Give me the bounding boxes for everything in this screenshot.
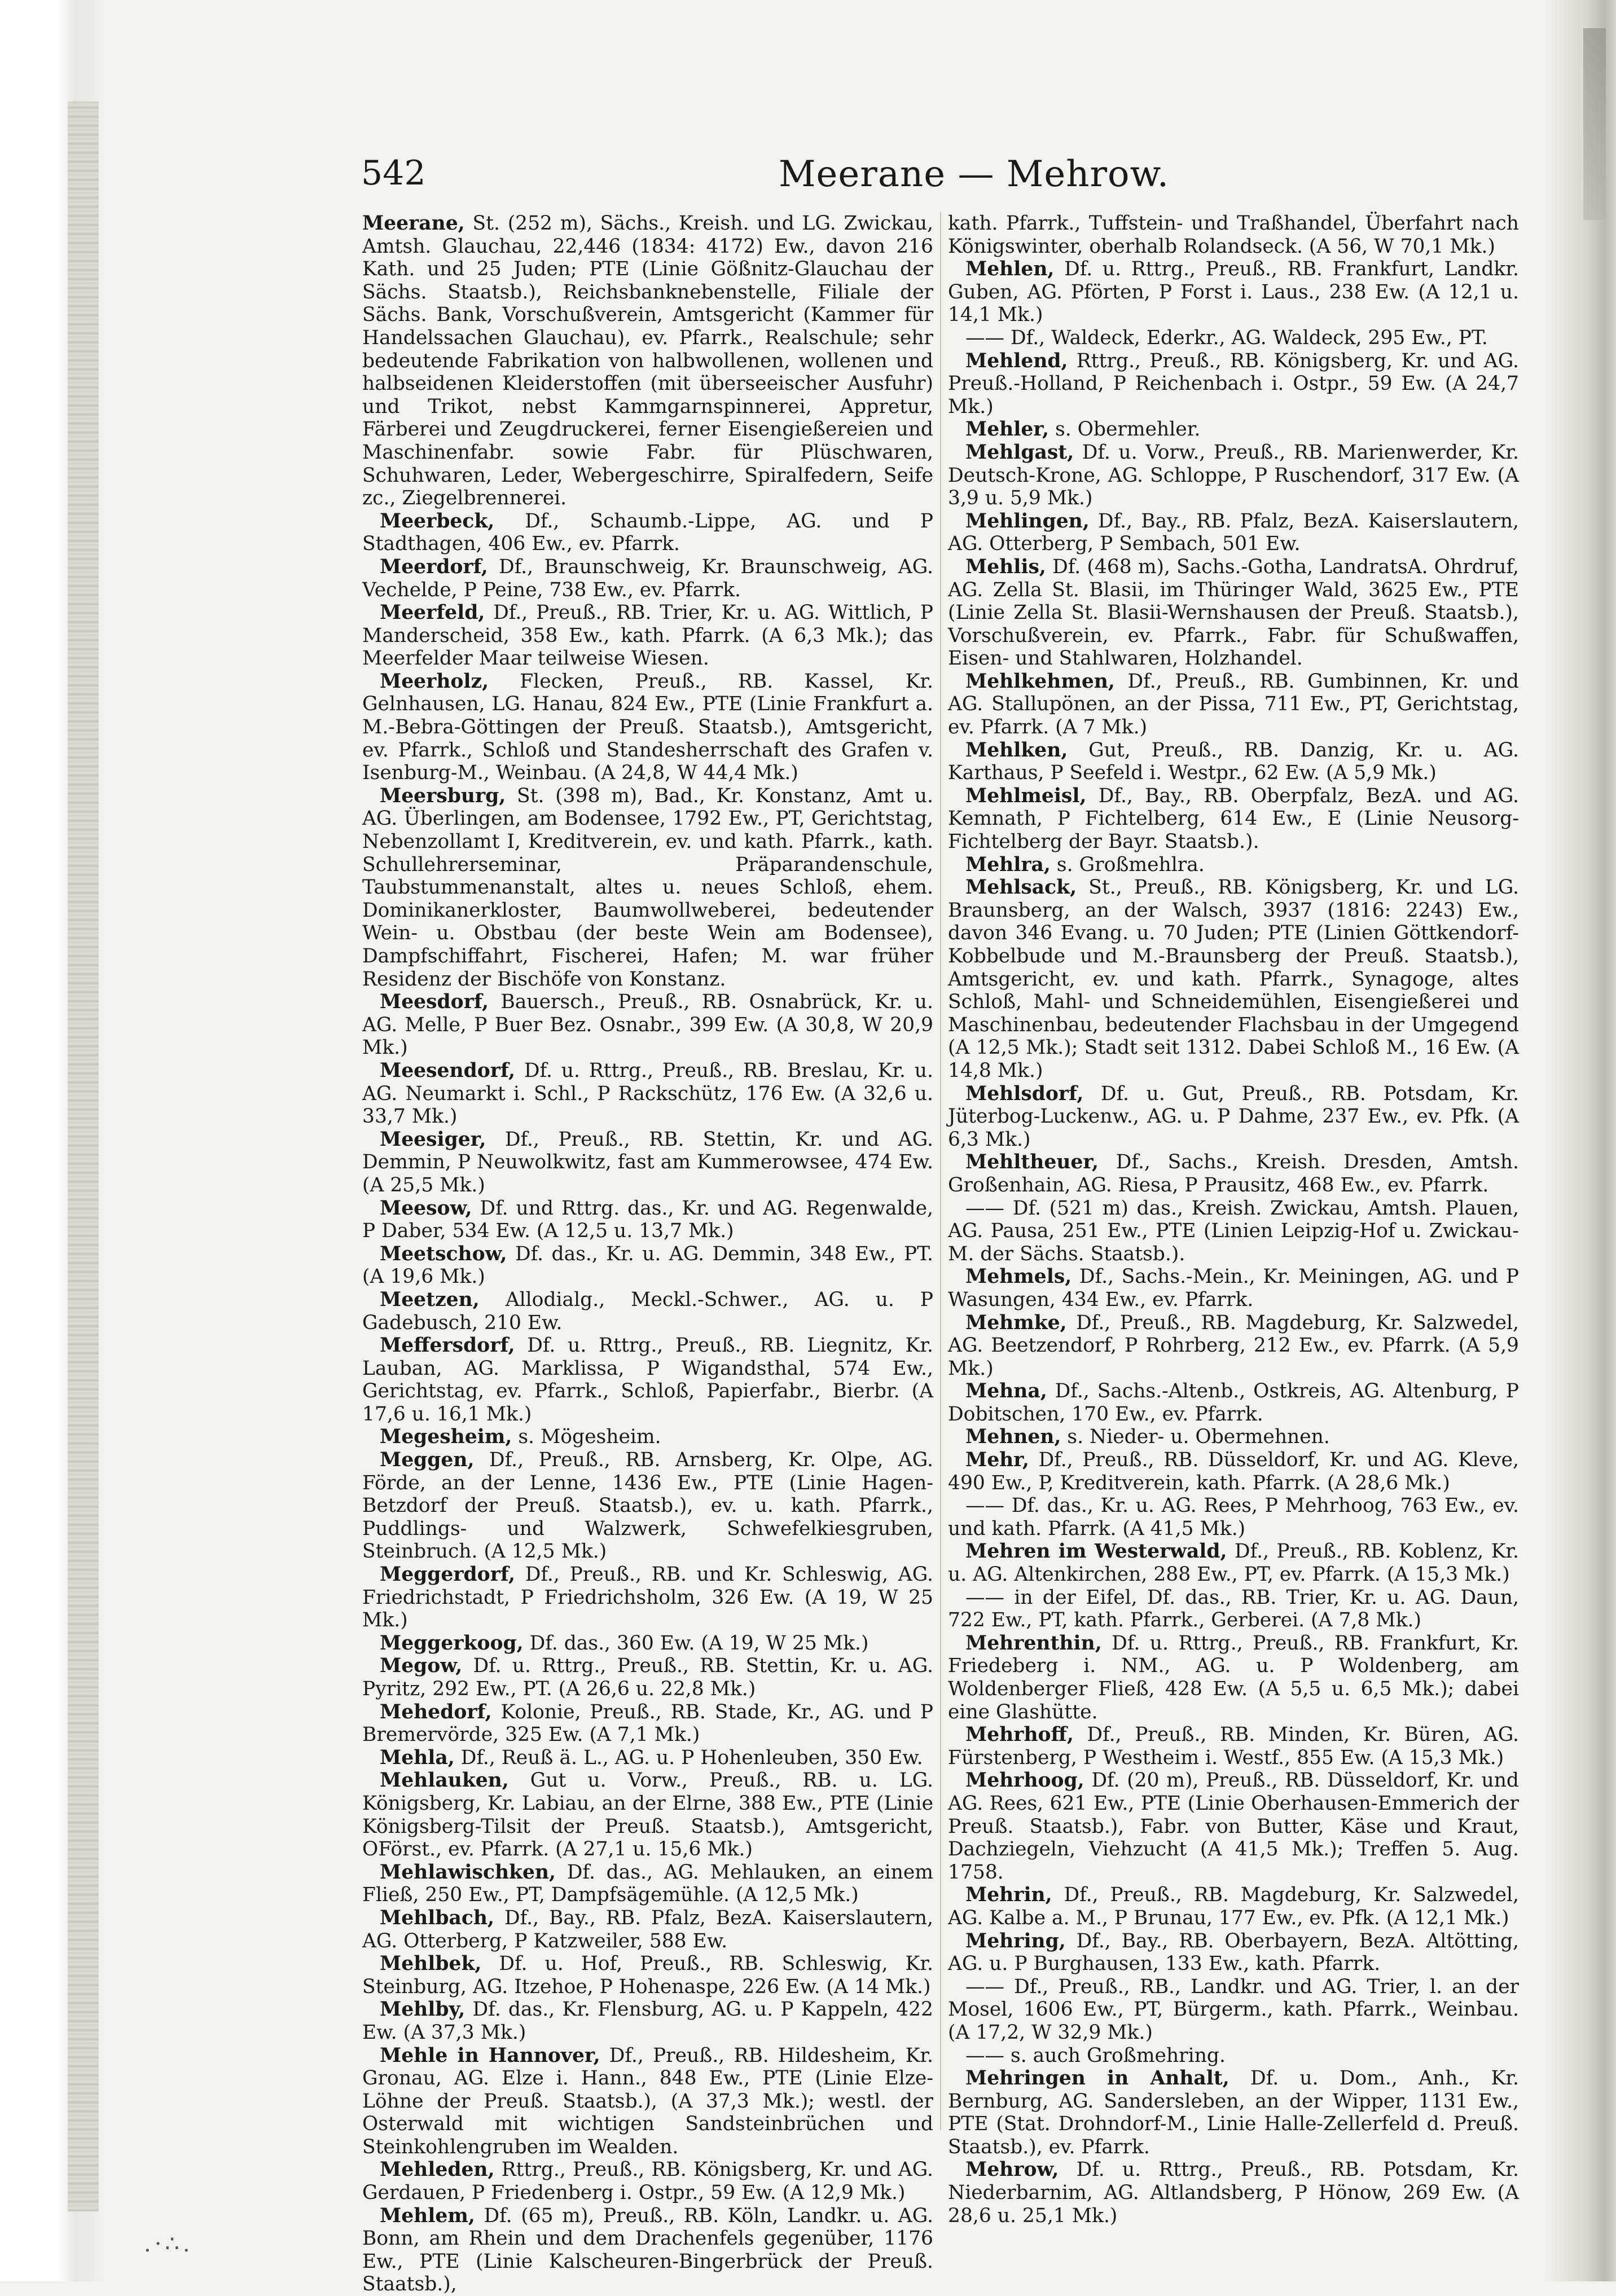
entry-text: —— s. auch Großmehring. xyxy=(965,2044,1226,2067)
entry-text: Df. (20 m), Preuß., RB. Düsseldorf, Kr. und AG. Rees, 621 Ew., PTE (Linie Oberhausen-Emmerich der Preuß. Staatsb.), Fabr. von Butter, Käse und Kraut, Dachziegeln, Viehzucht (A 41,5 Mk.); Treffen 5. Aug. 1758. xyxy=(948,1769,1520,1884)
gazetteer-entry xyxy=(948,876,1519,1082)
entry-headword: Meggen, xyxy=(380,1449,475,1472)
entry-text: St. (398 m), Bad., Kr. Konstanz, Amt u. AG. Überlingen, am Bodensee, 1792 Ew., PT, Gerichtstag, Nebenzollamt I, Kreditverein, ev. und kath. Pfarrk., kath. Schullehrerseminar, Präparandenschule, Taubstummenanstalt, altes u. neues Schloß, ehem. Dominikanerkloster, Baumwollweberei, bedeutender Wein- u. Obstbau (der beste Wein am Bodensee), Dampfschiffahrt, Fischerei, Hafen; M. war früher Residenz der Bischöfe von Konstanz. xyxy=(362,784,933,991)
gazetteer-entry xyxy=(362,1747,933,1770)
entry-text: Df., Braunschweig, Kr. Braunschweig, AG. Vechelde, P Peine, 738 Ew., ev. Pfarrk. xyxy=(362,555,933,601)
entry-text: Df., Preuß., RB. Düsseldorf, Kr. und AG. Kleve, 490 Ew., P, Kreditverein, kath. Pfarrk. (A 28,6 Mk.) xyxy=(948,1449,1520,1494)
gazetteer-entry xyxy=(362,1128,933,1197)
entry-text: St. (252 m), Sächs., Kreish. und LG. Zwickau, Amtsh. Glauchau, 22,446 (1834: 4172) Ew., davon 216 Kath. und 25 Juden; PTE (Linie Gößnitz-Glauchau der Sächs. Staatsb.), Reichsbanknebenstelle, Filiale der Sächs. Bank, Vorschußverein, Amtsgericht (Kammer für Handelssachen Glauchau), ev. Pfarrk., Realschule; sehr bedeutende Fabrikation von halbwollenen, wollenen und halbseidenen Kleiderstoffen (mit überseeischer Ausfuhr) und Trikot, nebst Kammgarnspinnerei, Appretur, Färberei und Zeugdruckerei, ferner Eisengießereien und Maschinenfabr. sowie Fabr. für Plüschwaren, Schuhwaren, Leder, Webergeschirre, Spiralfedern, Seife zc., Ziegelbrennerei. xyxy=(362,212,934,510)
page-header xyxy=(361,153,1546,199)
gazetteer-entry xyxy=(362,670,933,785)
entry-headword: Mehrhoff, xyxy=(965,1723,1074,1747)
gazetteer-entry xyxy=(362,2205,933,2296)
gazetteer-entry xyxy=(948,1151,1519,1197)
entry-headword: Mehlingen, xyxy=(965,509,1090,533)
entry-headword: Mehlmeisl, xyxy=(965,784,1087,807)
entry-headword: Meersburg, xyxy=(380,784,506,807)
entry-headword: Mehringen in Anhalt, xyxy=(965,2067,1229,2090)
entry-text: Df., Sachs., Kreish. Dresden, Amtsh. Großenhain, AG. Riesa, P Prausitz, 468 Ew., ev. Pfarrk. xyxy=(948,1151,1520,1197)
gazetteer-entry xyxy=(362,1998,933,2044)
entry-text: Gut u. Vorw., Preuß., RB. u. LG. Königsberg, Kr. Labiau, an der Elrne, 388 Ew., PTE (Linie Königsberg-Tilsit der Preuß. Staatsb.), Amtsgericht, OFörst., ev. Pfarrk. (A 27,1 u. 15,6 Mk.) xyxy=(362,1769,933,1861)
entry-headword: Meesow, xyxy=(380,1197,472,1220)
entry-headword: Mehrhoog, xyxy=(965,1769,1084,1792)
entry-headword: Meerbeck, xyxy=(380,509,495,533)
entry-text: Df. das., 360 Ew. (A 19, W 25 Mk.) xyxy=(529,1631,869,1655)
entry-text: Df., Bay., RB. Pfalz, BezA. Kaiserslautern, AG. Otterberg, P Katzweiler, 588 Ew. xyxy=(362,1906,933,1952)
entry-headword: Mehlken, xyxy=(965,738,1068,762)
gazetteer-entry xyxy=(948,2158,1519,2227)
gazetteer-entry xyxy=(948,350,1519,419)
gazetteer-entry xyxy=(362,1288,933,1334)
entry-text: Df. u. Hof, Preuß., RB. Schleswig, Kr. Steinburg, AG. Itzehoe, P Hohenaspe, 226 Ew. (A 14 Mk.) xyxy=(362,1952,934,1998)
running-head: Meerane — Mehrow. xyxy=(779,153,1170,195)
entry-text: s. Mögesheim. xyxy=(518,1426,661,1449)
entry-text: s. Obermehler. xyxy=(1055,418,1201,441)
gazetteer-entry xyxy=(362,991,933,1059)
gazetteer-entry xyxy=(362,1334,933,1426)
entry-text: Df. u. Rttrg., Preuß., RB. Breslau, Kr. u. AG. Neumarkt i. Schl., P Rackschütz, 176 Ew. (A 32,6 u. 33,7 Mk.) xyxy=(362,1059,933,1128)
gazetteer-entry xyxy=(948,854,1519,877)
entry-text: Df. das., Kr. u. AG. Demmin, 348 Ew., PT. (A 19,6 Mk.) xyxy=(362,1242,934,1288)
entry-headword: Mehring, xyxy=(965,1929,1066,1952)
entry-headword: Mehla, xyxy=(380,1746,455,1769)
gazetteer-entry xyxy=(948,1632,1519,1723)
entry-text: Df. u. Dom., Anh., Kr. Bernburg, AG. Sandersleben, an der Wipper, 1131 Ew., PTE (Stat. Drohndorf-M., Linie Halle-Zellerfeld d. Preuß. Staatsb.), ev. Pfarrk. xyxy=(948,2067,1519,2158)
entry-headword: Mehrin, xyxy=(965,1884,1052,1907)
gazetteer-entry xyxy=(362,1952,933,1998)
entry-headword: Mehlauken, xyxy=(380,1769,509,1792)
entry-headword: Mehlawischken, xyxy=(380,1860,556,1884)
gazetteer-entry xyxy=(948,2044,1519,2068)
entry-text: Df. und Rttrg. das., Kr. und AG. Regenwalde, P Daber, 534 Ew. (A 12,5 u. 13,7 Mk.) xyxy=(362,1197,934,1243)
entry-headword: Meerholz, xyxy=(380,670,489,693)
entry-text: Df. (65 m), Preuß., RB. Köln, Landkr. u. AG. Bonn, am Rhein und dem Drachenfels gegenüber, 1176 Ew., PTE (Linie Kalscheuren-Bingerbrück der Preuß. Staatsb.), xyxy=(362,2204,934,2296)
scan-left-edge xyxy=(0,0,107,2281)
gazetteer-entry xyxy=(362,1059,933,1128)
entry-headword: Mehedorf, xyxy=(380,1700,492,1723)
entry-headword: Mehlsdorf, xyxy=(965,1082,1084,1105)
entry-headword: Meetschow, xyxy=(380,1242,507,1265)
gazetteer-entry xyxy=(948,510,1519,556)
entry-headword: Megow, xyxy=(380,1655,463,1678)
entry-text: Df., Preuß., RB. Magdeburg, Kr. Salzwedel, AG. Kalbe a. M., P Brunau, 177 Ew., ev. Pfk. (A 12,1 Mk.) xyxy=(948,1884,1519,1929)
entry-headword: Mehlend, xyxy=(965,349,1068,372)
entry-text: Df., Preuß., RB. Minden, Kr. Büren, AG. Fürstenberg, P Westheim i. Westf., 855 Ew. (A 15,3 Mk.) xyxy=(948,1723,1519,1769)
gazetteer-entry xyxy=(948,1312,1519,1380)
entry-text: kath. Pfarrk., Tuffstein- und Traßhandel, Überfahrt nach Königswinter, oberhalb Rolandseck. (A 56, W 70,1 Mk.) xyxy=(948,212,1519,258)
entry-text: Df., Bay., RB. Pfalz, BezA. Kaiserslautern, AG. Otterberg, P Sembach, 501 Ew. xyxy=(948,509,1520,556)
entry-text: s. Großmehlra. xyxy=(1056,853,1205,876)
gazetteer-entry xyxy=(948,212,1519,258)
entry-text: —— Df., Preuß., RB., Landkr. und AG. Trier, l. an der Mosel, 1606 Ew., PT, Bürgerm., kath. Pfarrk., Weinbau. (A 17,2, W 32,9 Mk.) xyxy=(948,1975,1519,2044)
gazetteer-entry xyxy=(948,2067,1519,2158)
entry-text: Df. u. Rttrg., Preuß., RB. Frankfurt, Kr. Friedeberg i. NM., AG. u. P Woldenberg, am Woldenberger Fließ, 428 Ew. (A 5,5 u. 6,5 Mk.); dabei eine Glashütte. xyxy=(948,1631,1520,1723)
entry-text: Df., Preuß., RB. Magdeburg, Kr. Salzwedel, AG. Beetzendorf, P Rohrberg, 212 Ew., ev. Pfarrk. (A 5,9 Mk.) xyxy=(948,1311,1519,1380)
column-divider xyxy=(940,212,941,2130)
entry-text: Df., Preuß., RB. Koblenz, Kr. u. AG. Altenkirchen, 288 Ew., PT, ev. Pfarrk. (A 15,3 Mk.) xyxy=(948,1540,1520,1586)
entry-text: Df. das., Kr. Flensburg, AG. u. P Kappeln, 422 Ew. (A 37,3 Mk.) xyxy=(362,1998,933,2044)
entry-headword: Meesiger, xyxy=(380,1128,486,1151)
entry-text: Df. u. Rttrg., Preuß., RB. Liegnitz, Kr. Lauban, AG. Marklissa, P Wigandsthal, 574 Ew., Gerichtstag, ev. Pfarrk., Schloß, Papierfabr., Bierbr. (A 17,6 u. 16,1 Mk.) xyxy=(362,1334,933,1426)
gazetteer-entry xyxy=(948,418,1519,441)
entry-headword: Mehlgast, xyxy=(965,441,1074,464)
entry-text: Df., Preuß., RB. Trier, Kr. u. AG. Wittlich, P Manderscheid, 358 Ew., kath. Pfarrk. (A 6,3 Mk.); das Meerfelder Maar teilweise Wiesen. xyxy=(362,601,933,670)
gazetteer-entry xyxy=(362,2158,933,2204)
entry-text: Df. u. Rttrg., Preuß., RB. Potsdam, Kr. Niederbarnim, AG. Altlandsberg, P Hönow, 269 Ew. (A 28,6 u. 25,1 Mk.) xyxy=(948,2158,1519,2227)
entry-text: —— Df. das., Kr. u. AG. Rees, P Mehrhoog, 763 Ew., ev. und kath. Pfarrk. (A 41,5 Mk.) xyxy=(948,1494,1519,1540)
entry-text: Df., Sachs.-Altenb., Ostkreis, AG. Altenburg, P Dobitschen, 170 Ew., ev. Pfarrk. xyxy=(948,1380,1519,1426)
entry-text: Df. (468 m), Sachs.-Gotha, LandratsA. Ohrdruf, AG. Zella St. Blasii, im Thüringer Wald, 3625 Ew., PTE (Linie Zella St. Blasii-Wernshausen der Preuß. Staatsb.), Vorschußverein, ev. Pfarrk., Fabr. für Schußwaffen, Eisen- und Stahlwaren, Holzhandel. xyxy=(948,555,1519,670)
gazetteer-entry xyxy=(948,1380,1519,1426)
entry-headword: Mehle in Hannover, xyxy=(380,2044,600,2067)
gazetteer-entry xyxy=(948,1540,1519,1586)
entry-headword: Megesheim, xyxy=(380,1426,512,1449)
entry-headword: Meesendorf, xyxy=(380,1059,515,1082)
entry-text: Rttrg., Preuß., RB. Königsberg, Kr. und AG. Gerdauen, P Friedenberg i. Ostpr., 59 Ew. (A 12,9 Mk.) xyxy=(362,2158,934,2205)
gazetteer-entry xyxy=(362,510,933,556)
gazetteer-entry xyxy=(362,1243,933,1288)
gazetteer-entry xyxy=(362,212,933,510)
entry-text: Gut, Preuß., RB. Danzig, Kr. u. AG. Karthaus, P Seefeld i. Westpr., 62 Ew. (A 5,9 Mk.) xyxy=(948,738,1519,785)
gazetteer-entry xyxy=(948,327,1519,350)
entry-headword: Meggerdorf, xyxy=(380,1563,515,1586)
entry-text: s. Nieder- u. Obermehnen. xyxy=(1067,1426,1330,1449)
entry-text: Df. u. Rttrg., Preuß., RB. Frankfurt, Landkr. Guben, AG. Pförten, P Forst i. Laus., 238 Ew. (A 12,1 u. 14,1 Mk.) xyxy=(948,258,1520,327)
gazetteer-entry xyxy=(362,1655,933,1700)
entry-text: Df. u. Rttrg., Preuß., RB. Stettin, Kr. u. AG. Pyritz, 292 Ew., PT. (A 26,6 u. 22,8 Mk.) xyxy=(362,1655,933,1700)
entry-text: Df., Bay., RB. Oberbayern, BezA. Altötting, AG. u. P Burghausen, 133 Ew., kath. Pfarrk. xyxy=(948,1929,1520,1976)
entry-text: —— in der Eifel, Df. das., RB. Trier, Kr. u. AG. Daun, 722 Ew., PT, kath. Pfarrk., Gerberei. (A 7,8 Mk.) xyxy=(948,1586,1519,1632)
gazetteer-entry xyxy=(362,1907,933,1952)
entry-text: Kolonie, Preuß., RB. Stade, Kr., AG. und P Bremervörde, 325 Ew. (A 7,1 Mk.) xyxy=(362,1700,933,1747)
entry-headword: Mehmels, xyxy=(965,1265,1072,1288)
entry-headword: Mehltheuer, xyxy=(965,1151,1099,1174)
gazetteer-entry xyxy=(948,1976,1519,2044)
entry-headword: Mehmke, xyxy=(965,1311,1067,1334)
gazetteer-entry xyxy=(948,1930,1519,1976)
entry-headword: Mehlbek, xyxy=(380,1952,482,1976)
entry-headword: Mehna, xyxy=(965,1380,1047,1403)
entry-headword: Mehlkehmen, xyxy=(965,670,1115,693)
entry-text: Df., Sachs.-Mein., Kr. Meiningen, AG. und P Wasungen, 434 Ew., ev. Pfarrk. xyxy=(948,1265,1520,1311)
left-column xyxy=(362,212,934,2296)
entry-text: Df. u. Gut, Preuß., RB. Potsdam, Kr. Jüterbog-Luckenw., AG. u. P Dahme, 237 Ew., ev. Pfk. (A 6,3 Mk.) xyxy=(948,1082,1520,1151)
gazetteer-entry xyxy=(948,1449,1519,1494)
entry-text: Df., Preuß., RB. Hildesheim, Kr. Gronau, AG. Elze i. Hann., 848 Ew., PTE (Linie Elze-Löhne der Preuß. Staatsb.), (A 37,3 Mk.); westl. der Osterwald mit wichtigen Sandsteinbrüchen und Steinkohlengruben im Wealden. xyxy=(362,2044,934,2158)
gazetteer-entry xyxy=(948,441,1519,510)
gazetteer-entry xyxy=(362,1563,933,1632)
entry-text: Df. u. Vorw., Preuß., RB. Marienwerder, Kr. Deutsch-Krone, AG. Schloppe, P Ruschendorf, 317 Ew. (A 3,9 u. 5,9 Mk.) xyxy=(948,441,1520,510)
gazetteer-entry xyxy=(362,1769,933,1860)
gazetteer-entry xyxy=(362,601,933,670)
entry-headword: Meerane, xyxy=(362,212,465,235)
gazetteer-entry xyxy=(948,1494,1519,1540)
gazetteer-entry xyxy=(948,1083,1519,1151)
entry-text: St., Preuß., RB. Königsberg, Kr. und LG. Braunsberg, an der Walsch, 3937 (1816: 2243) Ew., davon 346 Evang. u. 70 Juden; PTE (Linien Göttkendorf-Kobbelbude und M.-Braunsberg der Preuß. Staatsb.), Amtsgericht, ev. und kath. Pfarrk., Synagoge, altes Schloß, Mahl- und Schneidemühlen, Eisengießerei und Maschinenbau, bedeutender Flachsbau in der Umgegend (A 12,5 Mk.); Stadt seit 1312. Dabei Schloß M., 16 Ew. (A 14,8 Mk.) xyxy=(948,876,1520,1082)
right-column xyxy=(948,212,1520,2227)
entry-text: —— Df., Waldeck, Ederkr., AG. Waldeck, 295 Ew., PT. xyxy=(965,326,1488,349)
gazetteer-entry xyxy=(948,785,1519,854)
gazetteer-entry xyxy=(948,1426,1519,1449)
entry-headword: Meggerkoog, xyxy=(380,1631,524,1655)
entry-headword: Meetzen, xyxy=(380,1288,480,1311)
entry-headword: Mehlby, xyxy=(380,1998,466,2021)
entry-text: Df. das., AG. Mehlauken, an einem Fließ, 250 Ew., PT, Dampfsägemühle. (A 12,5 Mk.) xyxy=(362,1860,934,1907)
gazetteer-entry xyxy=(948,1723,1519,1769)
entry-text: Df., Bay., RB. Oberpfalz, BezA. und AG. Kemnath, P Fichtelberg, 614 Ew., E (Linie Neusorg-Fichtelberg der Bayr. Staatsb.). xyxy=(948,784,1520,854)
gazetteer-entry xyxy=(362,785,933,991)
gazetteer-entry xyxy=(362,1861,933,1907)
entry-headword: Mehleden, xyxy=(380,2158,495,2181)
entry-headword: Mehren im Westerwald, xyxy=(965,1540,1227,1563)
entry-text: Flecken, Preuß., RB. Kassel, Kr. Gelnhausen, LG. Hanau, 824 Ew., PTE (Linie Frankfurt a. M.-Bebra-Göttingen der Preuß. Staatsb.), Amtsgericht, ev. Pfarrk., Schloß und Standesherrschaft des Grafen v. Isenburg-M., Weinbau. (A 24,8, W 44,4 Mk.) xyxy=(362,670,934,785)
entry-text: Df., Preuß., RB. Stettin, Kr. und AG. Demmin, P Neuwolkwitz, fast am Kummerowsee, 474 Ew. (A 25,5 Mk.) xyxy=(362,1128,934,1197)
entry-headword: Mehler, xyxy=(965,418,1049,441)
gazetteer-entry xyxy=(362,556,933,601)
gazetteer-entry xyxy=(362,1449,933,1563)
gazetteer-entry xyxy=(948,1884,1519,1929)
entry-text: —— Df. (521 m) das., Kreish. Zwickau, Amtsh. Plauen, AG. Pausa, 251 Ew., PTE (Linien Leipzig-Hof u. Zwickau-M. der Sächs. Staatsb.). xyxy=(948,1197,1519,1265)
gazetteer-entry xyxy=(948,1586,1519,1632)
entry-headword: Mehrenthin, xyxy=(965,1631,1102,1655)
entry-headword: Mehlsack, xyxy=(965,876,1077,899)
entry-headword: Mehr, xyxy=(965,1449,1029,1472)
gazetteer-entry xyxy=(362,1426,933,1449)
gazetteer-entry xyxy=(362,1632,933,1655)
gazetteer-entry xyxy=(362,1701,933,1747)
entry-headword: Mehlra, xyxy=(965,853,1051,876)
gazetteer-entry xyxy=(948,258,1519,327)
gazetteer-entry xyxy=(948,1265,1519,1311)
entry-text: Df., Preuß., RB. Gumbinnen, Kr. und AG. Stallupönen, an der Pissa, 711 Ew., PT, Gerichtstag, ev. Pfarrk. (A 7 Mk.) xyxy=(948,670,1520,739)
scan-mark: .·∴. xyxy=(144,2231,194,2257)
gazetteer-entry xyxy=(362,2044,933,2159)
entry-text: Df., Preuß., RB. und Kr. Schleswig, AG. Friedrichstadt, P Friedrichsholm, 326 Ew. (A 19, W 25 Mk.) xyxy=(362,1563,933,1632)
scan-right-edge xyxy=(1543,0,1616,2281)
entry-text: Df., Preuß., RB. Arnsberg, Kr. Olpe, AG. Förde, an der Lenne, 1436 Ew., PTE (Linie Hagen-Betzdorf der Preuß. Staatsb.), ev. u. kath. Pfarrk., Puddlings- und Walzwerk, Schwefelkiesgruben, Steinbruch. (A 12,5 Mk.) xyxy=(362,1449,933,1563)
page-number: 542 xyxy=(361,153,426,193)
gazetteer-entry xyxy=(948,556,1519,670)
entry-headword: Mehlis, xyxy=(965,555,1046,578)
entry-text: Allodialg., Meckl.-Schwer., AG. u. P Gadebusch, 210 Ew. xyxy=(362,1288,934,1334)
gazetteer-entry xyxy=(948,739,1519,785)
entry-headword: Meerdorf, xyxy=(380,555,488,578)
entry-text: Df., Reuß ä. L., AG. u. P Hohenleuben, 350 Ew. xyxy=(460,1746,923,1769)
entry-headword: Mehrow, xyxy=(965,2158,1059,2181)
entry-headword: Mehlem, xyxy=(380,2204,475,2227)
entry-headword: Mehnen, xyxy=(965,1426,1061,1449)
entry-text: Bauersch., Preuß., RB. Osnabrück, Kr. u. AG. Melle, P Buer Bez. Osnabr., 399 Ew. (A 30,8, W 20,9 Mk.) xyxy=(362,991,933,1059)
entry-headword: Meesdorf, xyxy=(380,991,489,1014)
entry-text: Df., Schaumb.-Lippe, AG. und P Stadthagen, 406 Ew., ev. Pfarrk. xyxy=(362,509,933,556)
entry-headword: Meerfeld, xyxy=(380,601,485,624)
entry-headword: Mehlen, xyxy=(965,258,1055,281)
entry-text: Rttrg., Preuß., RB. Königsberg, Kr. und AG. Preuß.-Holland, P Reichenbach i. Ostpr., 59 Ew. (A 24,7 Mk.) xyxy=(948,349,1519,418)
entry-headword: Meffersdorf, xyxy=(380,1334,515,1357)
gazetteer-entry xyxy=(948,1197,1519,1266)
gazetteer-entry xyxy=(948,1769,1519,1884)
gazetteer-entry xyxy=(362,1197,933,1243)
entry-headword: Mehlbach, xyxy=(380,1906,494,1929)
gazetteer-entry xyxy=(948,670,1519,739)
